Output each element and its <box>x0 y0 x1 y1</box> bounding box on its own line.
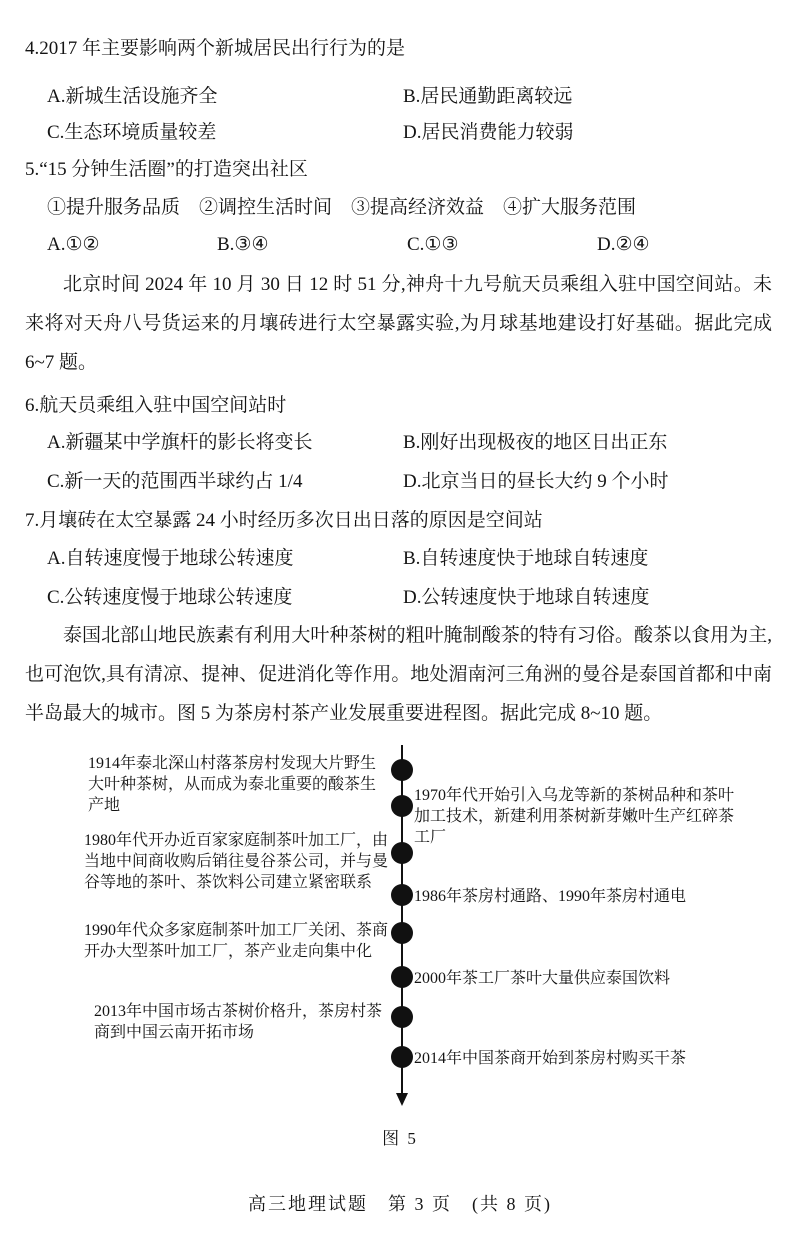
question-6-option-a: A.新疆某中学旗杆的影长将变长 <box>47 432 313 453</box>
question-6-option-b: B.刚好出现极夜的地区日出正东 <box>403 432 668 453</box>
timeline-event-1990s: 1990年代众多家庭制茶叶加工厂关闭、茶商开办大型茶叶加工厂，茶产业走向集中化 <box>84 922 389 960</box>
question-4-stem: 4.2017 年主要影响两个新城居民出行行为的是 <box>25 38 406 59</box>
page-footer: 高三地理试题 第 3 页 (共 8 页) <box>248 1194 552 1214</box>
figure-5-caption: 图 5 <box>382 1129 418 1148</box>
question-7-option-c: C.公转速度慢于地球公转速度 <box>47 587 293 608</box>
question-7-option-a: A.自转速度慢于地球公转速度 <box>47 548 294 569</box>
passage-questions-8-10: 泰国北部山地民族素有利用大叶种茶树的粗叶腌制酸茶的特有习俗。酸茶以食用为主,也可泡饮,具有清凉、提神、促进消化等作用。地处湄南河三角洲的曼谷是泰国首都和中南半岛最大的城市。图 5 为茶房村茶产业发展重要进程图。据此完成 8~10 题。 <box>25 625 772 724</box>
timeline-dot-2013 <box>391 1006 413 1028</box>
timeline-event-2014: 2014年中国茶商开始到茶房村购买干茶 <box>414 1050 687 1067</box>
question-6-stem: 6.航天员乘组入驻中国空间站时 <box>25 395 287 416</box>
timeline-event-2013: 2013年中国市场古茶树价格升，茶房村茶商到中国云南开拓市场 <box>94 1003 383 1041</box>
timeline-dot-2014 <box>391 1046 413 1068</box>
timeline-dot-1980s <box>391 842 413 864</box>
timeline-dot-1990s <box>391 922 413 944</box>
timeline-event-2000: 2000年茶工厂茶叶大量供应泰国饮料 <box>414 970 671 987</box>
question-5-option-c: C.①③ <box>407 234 459 255</box>
timeline-event-1914: 1914年泰北深山村落茶房村发现大片野生大叶种茶树，从而成为泰北重要的酸茶生产地 <box>88 755 377 814</box>
figure-5-timeline <box>0 740 800 1160</box>
question-4-option-b: B.居民通勤距离较远 <box>403 86 573 107</box>
question-7-option-d: D.公转速度快于地球自转速度 <box>403 587 650 608</box>
question-7-options <box>25 548 772 608</box>
timeline-dot-2000 <box>391 966 413 988</box>
question-5-stem: 5.“15 分钟生活圈”的打造突出社区 <box>25 159 308 180</box>
question-7-stem: 7.月壤砖在太空暴露 24 小时经历多次日出日落的原因是空间站 <box>25 510 543 531</box>
question-5-option-d: D.②④ <box>597 234 650 255</box>
timeline-dot-1986 <box>391 884 413 906</box>
question-4-option-a: A.新城生活设施齐全 <box>47 86 218 107</box>
question-5-option-a: A.①② <box>47 234 100 255</box>
question-5-items: ①提升服务品质 ②调控生活时间 ③提高经济效益 ④扩大服务范围 <box>47 197 637 218</box>
timeline-event-1980s: 1980年代开办近百家家庭制茶叶加工厂，由当地中间商收购后销往曼谷茶公司，并与曼谷等地的茶叶、茶饮料公司建立紧密联系 <box>84 832 389 891</box>
question-4-options <box>25 86 772 143</box>
timeline-dot-1914 <box>391 759 413 781</box>
timeline-event-1970s: 1970年代开始引入乌龙等新的茶树品种和茶叶加工技术，新建利用茶树新芽嫩叶生产红碎茶工厂 <box>414 787 735 846</box>
question-5-options <box>25 234 772 255</box>
timeline-dot-1970s <box>391 795 413 817</box>
question-5-option-b: B.③④ <box>217 234 269 255</box>
question-6-options <box>25 432 772 492</box>
question-4-option-c: C.生态环境质量较差 <box>47 122 217 143</box>
timeline-arrow-icon <box>396 1093 408 1106</box>
passage-questions-6-7: 北京时间 2024 年 10 月 30 日 12 时 51 分,神舟十九号航天员乘组入驻中国空间站。未来将对天舟八号货运来的月壤砖进行太空暴露实验,为月球基地建设打好基础。据此完成 6~7 题。 <box>25 274 772 373</box>
question-6-option-d: D.北京当日的昼长大约 9 个小时 <box>403 471 669 492</box>
question-6-option-c: C.新一天的范围西半球约占 1/4 <box>47 471 303 492</box>
timeline-event-1986: 1986年茶房村通路、1990年茶房村通电 <box>414 888 687 905</box>
question-7-option-b: B.自转速度快于地球自转速度 <box>403 548 649 569</box>
question-4-option-d: D.居民消费能力较弱 <box>403 122 574 143</box>
